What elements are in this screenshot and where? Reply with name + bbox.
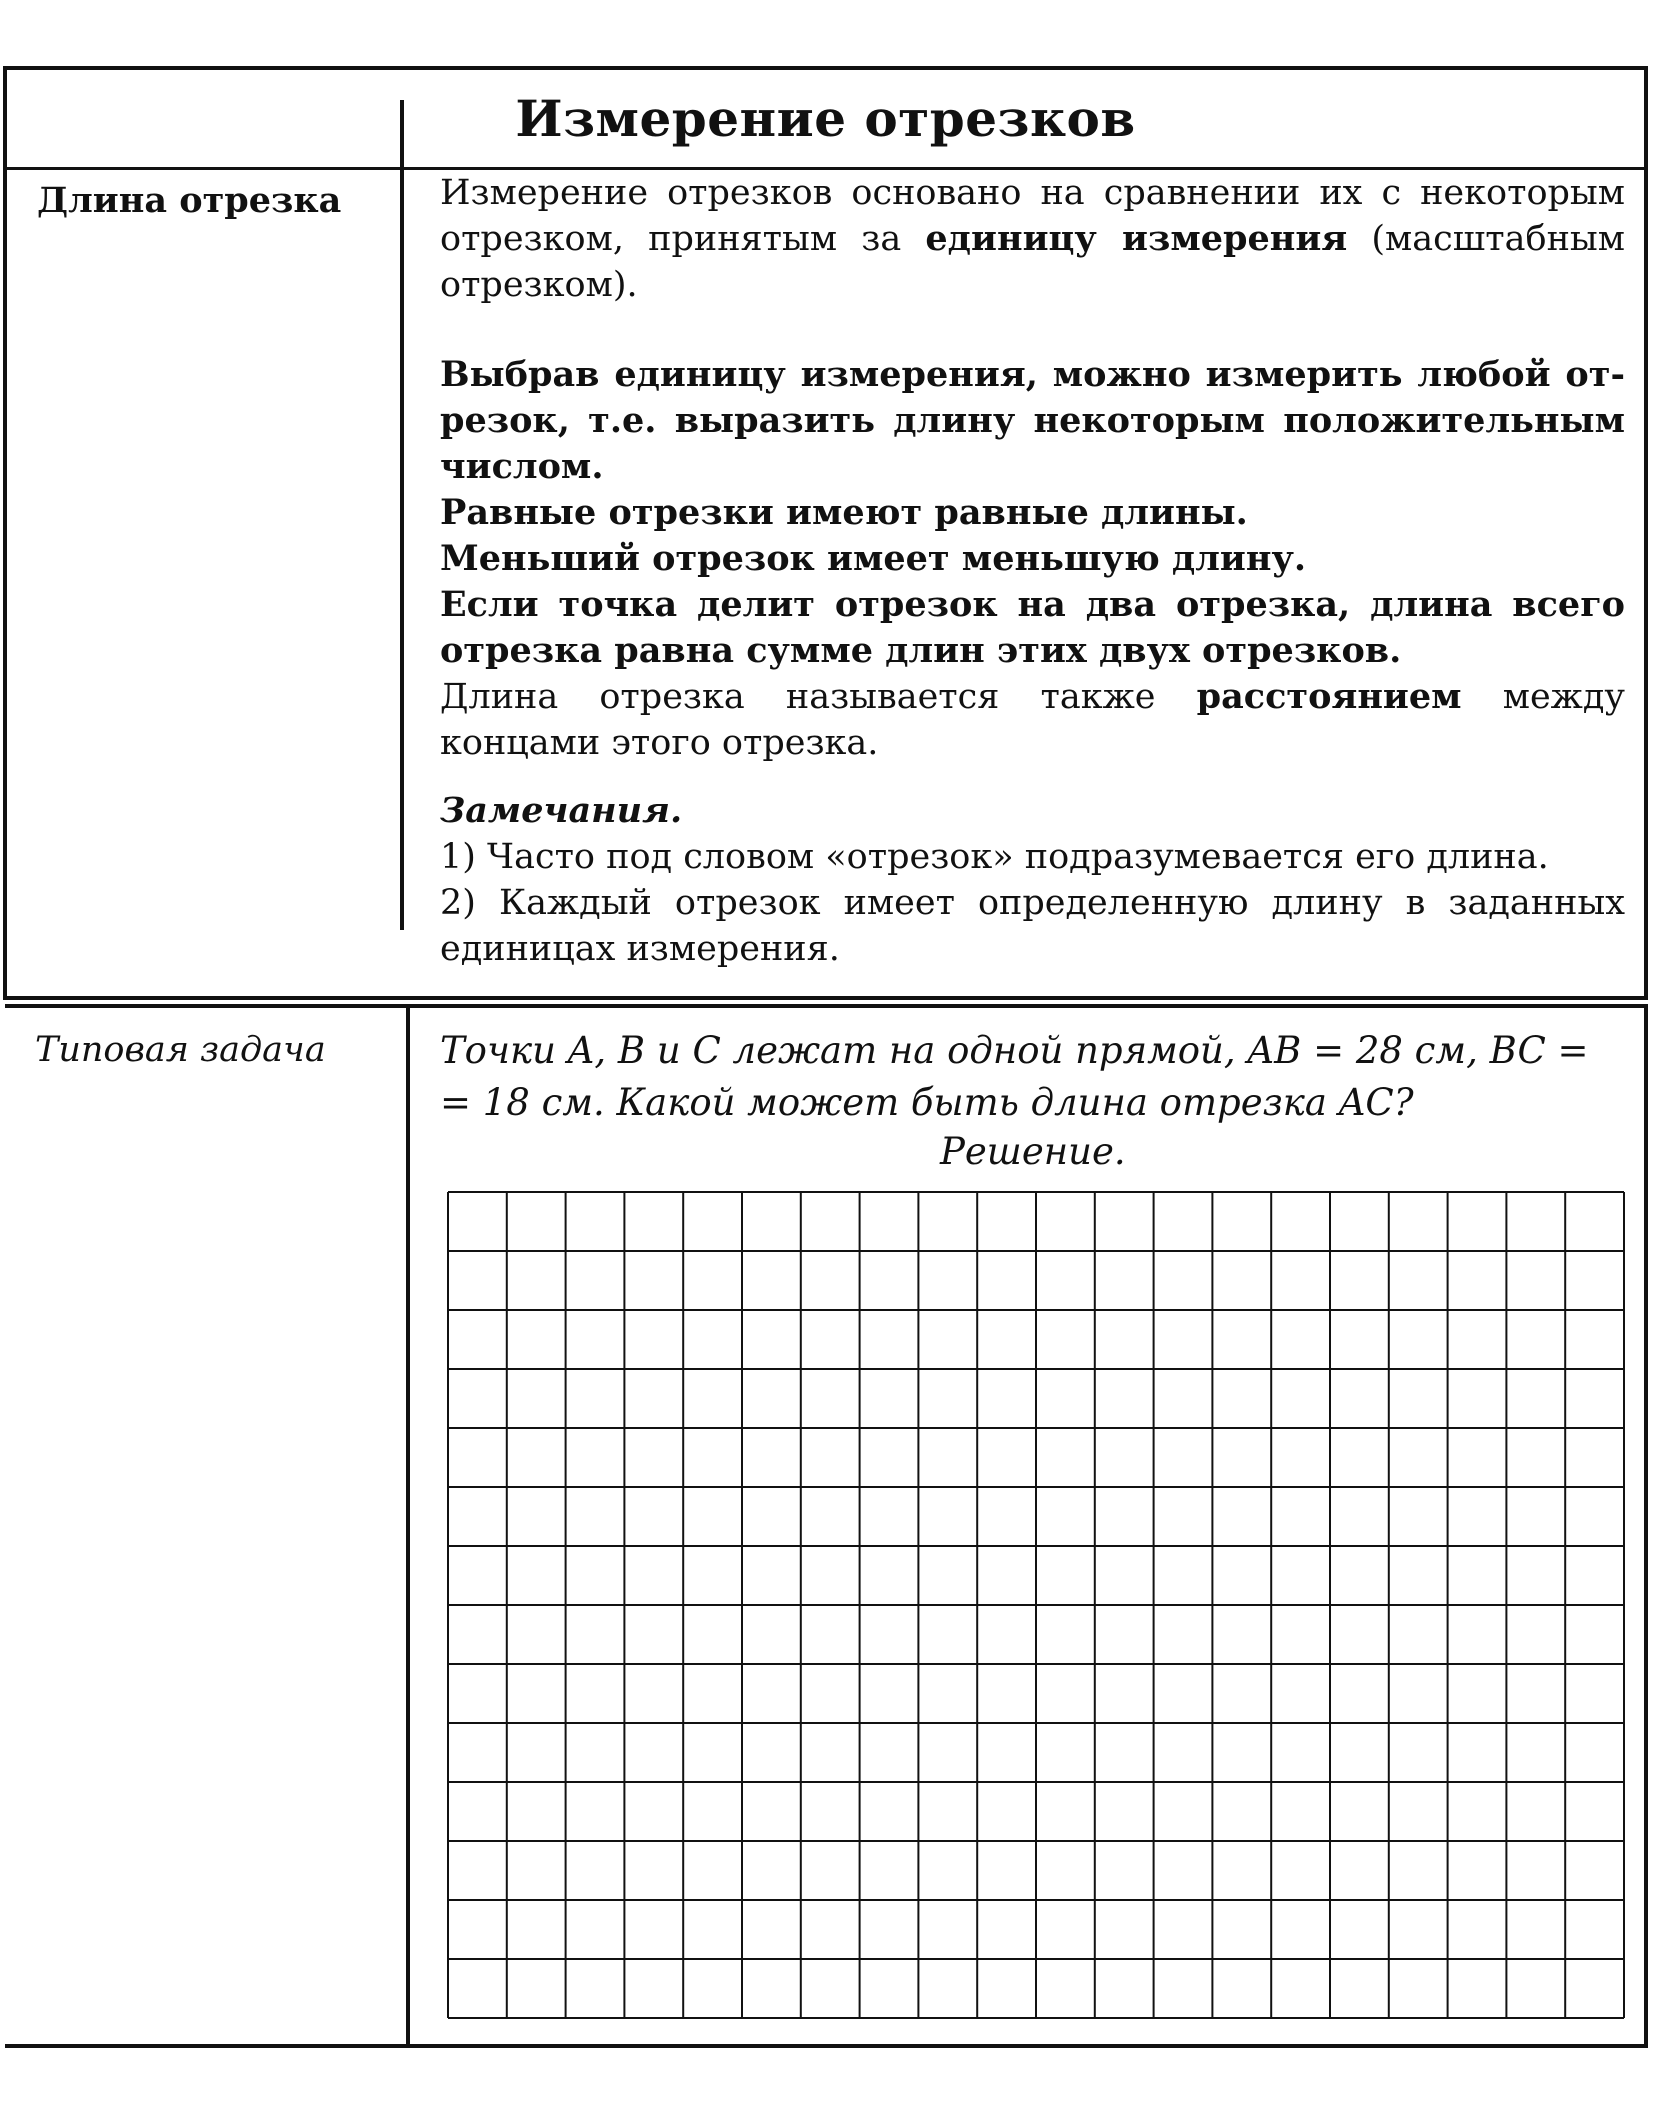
text-run: (масштабным отрезком). — [440, 219, 1625, 305]
definition-paragraph — [440, 582, 1625, 674]
column-divider — [400, 100, 404, 930]
text-run: Если точка делит отрезок на два отрезка, длина всего отрезка равна сумме длин этих двух отрезков. — [440, 584, 1625, 671]
definition-paragraph — [440, 352, 1625, 490]
definitions-block — [440, 170, 1625, 972]
answer-grid[interactable] — [446, 1190, 1626, 2020]
section-label-segment-length: Длина отрезка — [37, 180, 342, 221]
remark-item: 1) Часто под словом «отрезок» подразумевается его длина. — [440, 837, 1549, 877]
text-run: Длина отрезка называется также — [440, 677, 1197, 717]
definition-paragraph — [440, 674, 1625, 766]
text-run: Меньший отрезок имеет меньшую длину. — [440, 538, 1307, 579]
grid-lines — [446, 1190, 1626, 2020]
section-label-typical-task: Типовая задача — [35, 1030, 326, 1070]
remarks-title: Замечания. — [440, 790, 683, 831]
page-title: Измерение отрезков — [515, 89, 1136, 148]
text-run: Выбрав единицу измерения, можно измерить любой отрезок, т.е. выразить длину некоторым положительным числом. — [440, 354, 1625, 487]
definition-paragraph — [440, 536, 1625, 582]
text-run: расстоянием — [1196, 676, 1462, 717]
definition-paragraph — [440, 170, 1625, 308]
remark-item: 2) Каждый отрезок имеет определенную длину в заданных единицах измерения. — [440, 883, 1625, 969]
title-row — [7, 70, 1644, 170]
text-run: Измерение отрезков основано на сравнении их с некоторым отрезком, принятым за — [440, 173, 1625, 259]
column-divider — [406, 1004, 410, 2048]
text-run: Равные отрезки имеют равные длины. — [440, 492, 1248, 533]
text-run: единицу измерения — [925, 218, 1348, 259]
task-text: Точки A, B и C лежат на одной прямой, AB = 28 см, BC = = 18 см. Какой может быть длина отрезка AC? — [440, 1029, 1589, 1124]
definition-paragraph — [440, 490, 1625, 536]
text-run: между концами этого отрезка. — [440, 677, 1625, 763]
solution-label: Решение. — [940, 1130, 1126, 1173]
